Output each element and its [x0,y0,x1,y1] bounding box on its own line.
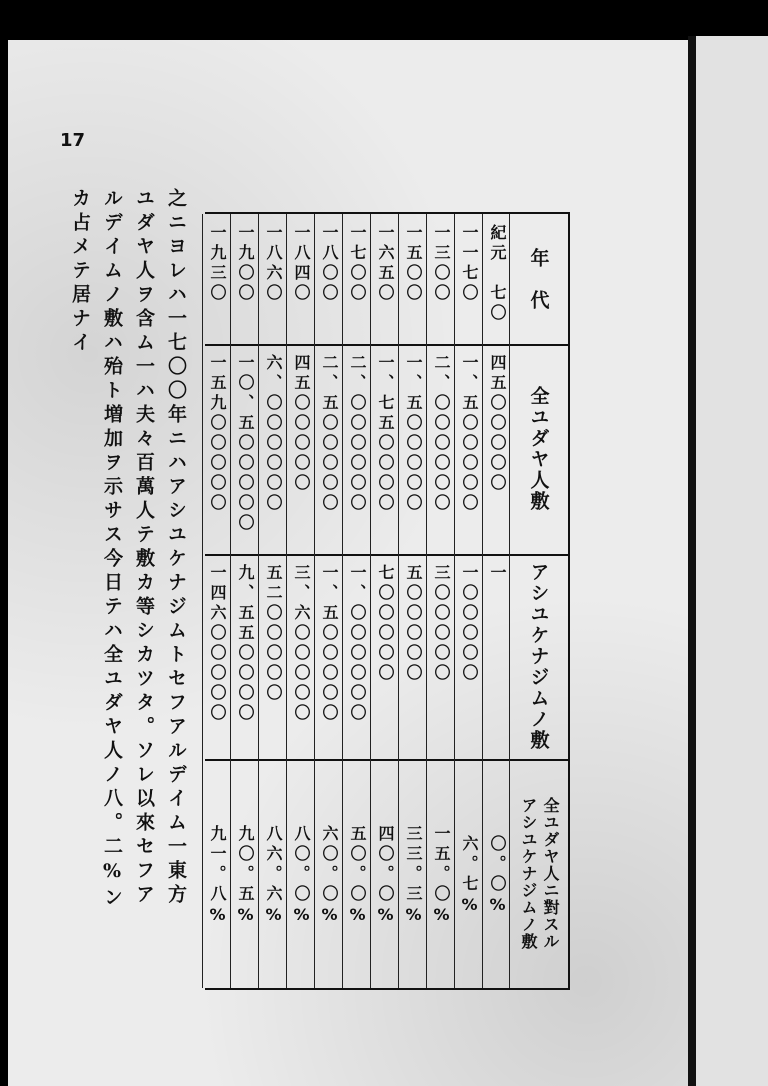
cell-total: 四五〇〇〇〇〇 [488,354,507,494]
header-ashkenazim: アシユケナジムノ敷 [527,562,550,751]
table-row [398,214,428,988]
cell-total: 二、〇〇〇〇〇〇 [432,354,451,514]
cell-ratio: 八〇。〇% [292,825,311,928]
cell-total: 四五〇〇〇〇〇 [292,354,311,494]
adjacent-page-edge [696,36,768,1086]
cell-total: 一〇、五〇〇〇〇〇 [236,354,255,534]
cell-year: 一六五〇 [376,224,395,304]
note-line: ユダヤ人ヲ含ム一ハ夫々百萬人テ敷カ等シカツタ。ソレ以來セフア [133,188,155,908]
cell-ratio: 六〇。〇% [320,825,339,928]
cell-year: 一七〇〇 [348,224,367,304]
cell-ashkenazim: 五二〇〇〇〇〇 [264,564,283,704]
cell-ashkenazim: 九、五五〇〇〇〇 [236,564,255,724]
cell-total: 一、五〇〇〇〇〇 [460,354,479,514]
cell-ashkenazim: 一〇〇〇〇〇 [460,564,479,684]
header-year: 年 代 [527,247,550,311]
header-total-jews: 全ユダヤ人敷 [527,386,550,512]
table-row [286,214,316,988]
table-row [482,214,512,988]
table-row [342,214,372,988]
cell-year: 一八四〇 [292,224,311,304]
page-gutter [688,36,696,1086]
cell-year: 一三〇〇 [432,224,451,304]
cell-ratio: 八六。六% [264,825,283,928]
table-row [370,214,400,988]
cell-ratio: 九〇。五% [236,825,255,928]
cell-ratio: 〇。〇% [488,835,507,918]
cell-year: 一八〇〇 [320,224,339,304]
cell-year: 一九〇〇 [236,224,255,304]
cell-year: 紀元 七〇 [488,224,507,324]
cell-total: 一、五〇〇〇〇〇 [404,354,423,514]
cell-year: 一五〇〇 [404,224,423,304]
cell-year: 一八六〇 [264,224,283,304]
page-number: 17 [60,130,86,151]
cell-ratio: 四〇。〇% [376,825,395,928]
note-text [62,188,192,988]
cell-total: 一、七五〇〇〇〇 [376,354,395,514]
cell-ratio: 六。七% [460,835,479,918]
header-column [509,214,568,988]
population-table [205,212,570,990]
cell-ratio: 九一。八% [208,825,227,928]
cell-year: 一一七〇 [460,224,479,304]
note-line: 之ニヨレハ一七〇〇年ニハアシユケナジムトセフアルデイム一東方 [165,188,187,908]
table-row [202,214,232,988]
cell-ashkenazim: 一四六〇〇〇〇〇 [208,564,227,724]
cell-ashkenazim: 三〇〇〇〇〇 [432,564,451,684]
cell-ashkenazim: 三、六〇〇〇〇〇 [292,564,311,724]
cell-total: 六、〇〇〇〇〇〇 [264,354,283,514]
table-row [258,214,288,988]
note-line: ルデイムノ敷ハ殆ト増加ヲ示サス今日テハ全ユダヤ人ノ八。二%ン [101,188,123,911]
table-row [426,214,456,988]
cell-total: 二、〇〇〇〇〇〇 [348,354,367,514]
cell-ratio: 三三。三% [404,825,423,928]
note-line: カ占メテ居ナイ [69,188,91,356]
header-ratio: 全ユダヤ人ニ對スル アシユケナジムノ敷 [519,797,560,950]
cell-ratio: 五〇。〇% [348,825,367,928]
cell-total: 一五九〇〇〇〇〇 [208,354,227,514]
cell-ashkenazim: 一、〇〇〇〇〇〇 [348,564,367,724]
cell-year: 一九三〇 [208,224,227,304]
cell-ashkenazim: 七〇〇〇〇〇 [376,564,395,684]
table-row [454,214,484,988]
cell-ashkenazim: 一、五〇〇〇〇〇 [320,564,339,724]
table-row [314,214,344,988]
table-row [230,214,260,988]
cell-ashkenazim: 一 [488,564,507,584]
cell-ratio: 一五。〇% [432,825,451,928]
cell-total: 二、五〇〇〇〇〇 [320,354,339,514]
cell-ashkenazim: 五〇〇〇〇〇 [404,564,423,684]
